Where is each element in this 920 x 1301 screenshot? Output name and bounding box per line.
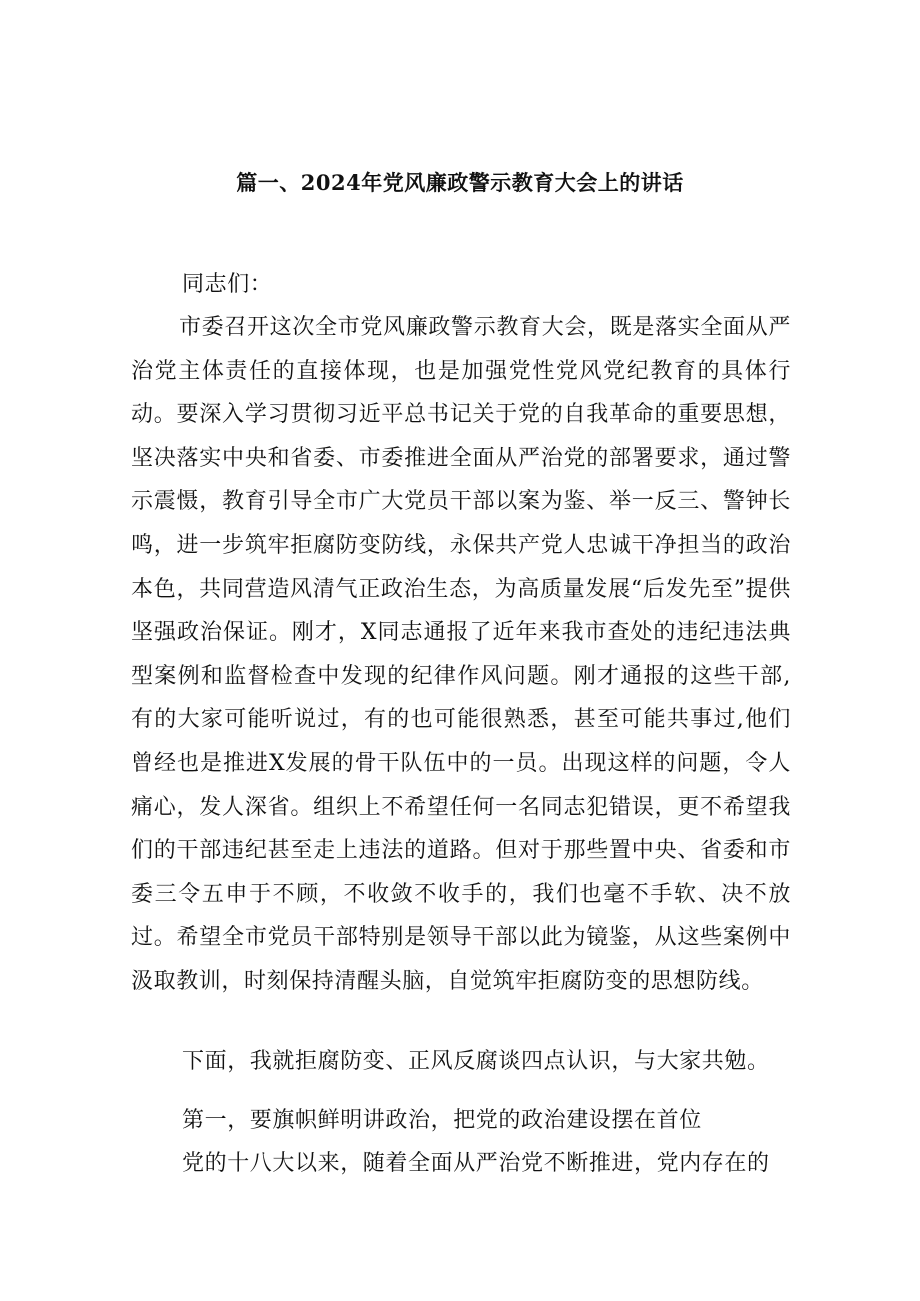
section-paragraph-1: 党的十八大以来，随着全面从严治党不断推进，党内存在的 [182, 1151, 770, 1176]
document-title: 篇一、2024年党风廉政警示教育大会上的讲话 [236, 170, 684, 195]
body-paragraph-1: 市委召开这次全市党风廉政警示教育大会，既是落实全面从严治党主体责任的直接体现，也是加强党性党风党纪教育的具体行动。要深入学习贯彻习近平总书记关于党的自我革命的重要思想，坚决落实中央和省委、市委推进全面从严治党的部署要求，通过警示震慑，教育引导全市广大党员干部以案为鉴、举一反三、警钟长鸣，进一步筑牢拒腐防变防线，永保共产党人忠诚干净担当的政治本色，共同营造风清气正政治生态，为高质量发展“后发先至”提供坚强政治保证。刚才，X同志通报了近年来我市查处的违纪违法典型案例和监督检查中发现的纪律作风问题。刚才通报的这些干部,有的大家可能听说过，有的也可能很熟悉，甚至可能共事过,他们曾经也是推进X发展的骨干队伍中的一员。出现这样的问题，令人痛心，发人深省。组织上不希望任何一名同志犯错误，更不希望我们的干部违纪甚至走上违法的道路。但对于那些置中央、省委和市委三令五申于不顾，不收敛不收手的，我们也毫不手软、决不放过。希望全市党员干部特别是领导干部以此为镜鉴，从这些案例中汲取教训，时刻保持清醒头脑，自觉筑牢拒腐防变的思想防线。 [131, 315, 791, 994]
body-paragraph-2: 下面，我就拒腐防变、正风反腐谈四点认识，与大家共勉。 [182, 1049, 770, 1074]
salutation: 同志们： [182, 272, 273, 297]
section-heading-1: 第一，要旗帜鲜明讲政治，把党的政治建设摆在首位 [182, 1108, 702, 1133]
